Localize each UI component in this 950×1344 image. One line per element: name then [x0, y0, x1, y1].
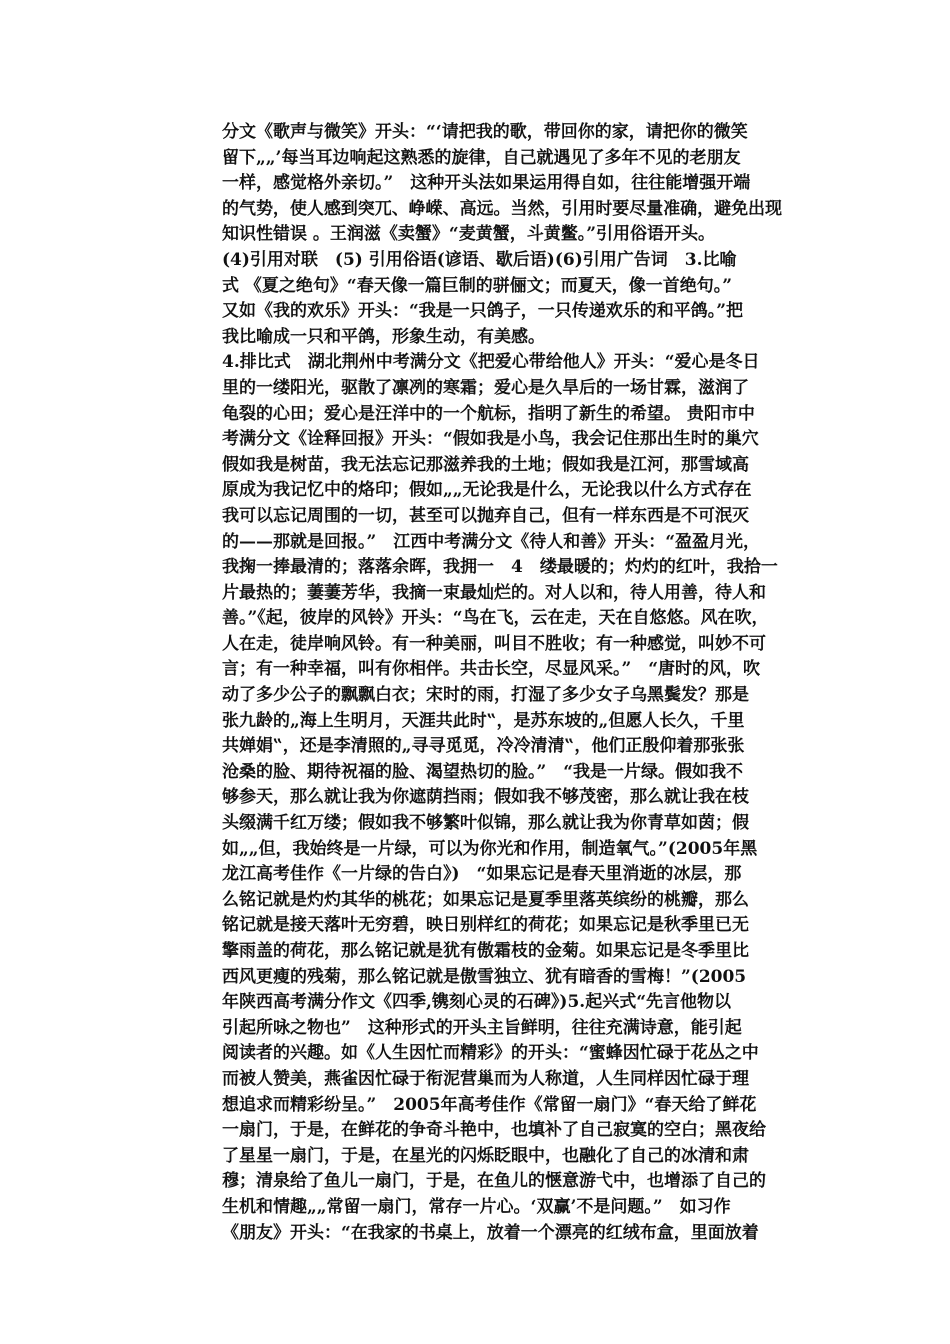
text-line: 想追求而精彩纷呈。” 2005年高考佳作《常留一扇门》“春天给了鲜花: [222, 1094, 757, 1115]
text-line: 头缀满千红万缕；假如我不够繁叶似锦，那么就让我为你青草如茵；假: [222, 813, 749, 834]
text-line: 张九龄的„海上生明月，天涯共此时‟，是苏东坡的„但愿人长久，千里: [222, 710, 745, 731]
text-line: 善。”《起，彼岸的风铃》开头：“鸟在飞，云在走，天在自悠悠。风在吹，: [222, 608, 769, 629]
text-line: 《朋友》开头：“在我家的书桌上，放着一个漂亮的红绒布盒，里面放着: [222, 1222, 759, 1243]
text-line: 一样，感觉格外亲切。” 这种开头法如果运用得自如，往往能增强开端: [222, 173, 751, 194]
text-line: 龟裂的心田；爱心是汪洋中的一个航标，指明了新生的希望。 贵阳市中: [222, 403, 755, 424]
text-line: 动了多少公子的飘飘白衣；宋时的雨，打湿了多少女子乌黑鬓发？那是: [222, 685, 749, 706]
text-line: 里的一缕阳光，驱散了凛冽的寒霜；爱心是久旱后的一场甘霖，滋润了: [222, 377, 749, 398]
text-line: 引起所咏之物也” 这种形式的开头主旨鲜明，往往充满诗意，能引起: [222, 1017, 742, 1038]
text-line: (4)引用对联 (5) 引用俗语(谚语、歇后语)(6)引用广告词 3.比喻: [222, 249, 737, 270]
text-line: 的——那就是回报。” 江西中考满分文《待人和善》开头：“盈盈月光，: [222, 531, 761, 552]
text-line: 而被人赞美，燕雀因忙碌于衔泥营巢而为人称道，人生同样因忙碌于理: [222, 1068, 749, 1089]
text-line: 共婵娟‟，还是李清照的„寻寻觅觅，冷冷清清‟，他们正殷仰着那张张: [222, 736, 745, 757]
text-line: 了星星一扇门，于是，在星光的闪烁眨眼中，也融化了自己的冰清和肃: [222, 1145, 749, 1166]
text-line: 一扇门，于是，在鲜花的争奇斗艳中，也填补了自己寂寞的空白；黑夜给: [222, 1120, 766, 1141]
text-line: 片最热的；萋萋芳华，我摘一束最灿烂的。对人以和，待人用善，待人和: [222, 582, 766, 603]
text-line: 穆；清泉给了鱼儿一扇门，于是，在鱼儿的惬意游弋中，也增添了自己的: [222, 1171, 766, 1192]
text-line: 沧桑的脸、期待祝福的脸、渴望热切的脸。” “我是一片绿。假如我不: [222, 761, 744, 782]
text-line: 原成为我记忆中的烙印；假如„„无论我是什么，无论我以什么方式存在: [222, 480, 752, 501]
text-line: 知识性错误 。王润滋《卖蟹》“麦黄蟹，斗黄鳖。”引用俗语开头。: [222, 224, 715, 245]
text-line: 么铭记就是灼灼其华的桃花；如果忘记是夏季里落英缤纷的桃瓣，那么: [222, 889, 749, 910]
text-line: 假如我是树苗，我无法忘记那滋养我的土地；假如我是江河，那雪域高: [222, 454, 749, 475]
text-line: 龙江高考佳作《一片绿的告白》) “如果忘记是春天里消逝的冰层，那: [222, 864, 742, 885]
text-line: 4.排比式 湖北荆州中考满分文《把爱心带给他人》开头：“爱心是冬日: [222, 352, 760, 373]
text-line: 如„„但，我始终是一片绿，可以为你光和作用，制造氧气。”(2005年黑: [222, 838, 758, 859]
text-line: 我可以忘记周围的一切，甚至可以抛弃自己，但有一样东西是不可泯灭: [222, 505, 749, 526]
text-line: 年陕西高考满分作文《四季,镌刻心灵的石碑》)5.起兴式“先言他物以: [222, 992, 731, 1013]
document-body: [222, 120, 782, 1246]
text-line: 考满分文《诠释回报》开头：“假如我是小鸟，我会记住那出生时的巢穴: [222, 429, 759, 450]
text-line: 擎雨盖的荷花，那么铭记就是犹有傲霜枝的金菊。如果忘记是冬季里比: [222, 941, 749, 961]
text-line: 式 《夏之绝句》“春天像一篇巨制的骈俪文；而夏天，像一首绝句。”: [222, 275, 732, 296]
text-line: 的气势，使人感到突兀、峥嵘、高远。当然，引用时要尽量准确，避免出现: [222, 198, 782, 219]
text-line: 分文《歌声与微笑》开头：“‘请把我的歌，带回你的家，请把你的微笑: [222, 122, 748, 142]
text-line: 言；有一种幸福，叫有你相伴。共击长空，尽显风采。” “唐时的风，吹: [222, 659, 761, 680]
text-line: 铭记就是接天落叶无穷碧，映日别样红的荷花；如果忘记是秋季里已无: [222, 915, 749, 936]
text-line: 阅读者的兴趣。如《人生因忙而精彩》的开头：“蜜蜂因忙碌于花丛之中: [222, 1043, 759, 1064]
text-line: 又如《我的欢乐》开头：“我是一只鸽子，一只传递欢乐的和平鸽。”把: [222, 301, 744, 322]
text-line: 我掬一捧最清的；落落余晖，我拥一 4 缕最暖的；灼灼的红叶，我拾一: [222, 557, 778, 578]
text-line: 人在走，徒岸响风铃。有一种美丽，叫目不胜收；有一种感觉，叫妙不可: [222, 633, 766, 654]
text-line: 我比喻成一只和平鸽，形象生动，有美感。: [222, 326, 545, 347]
text-line: 够参天，那么就让我为你遮荫挡雨；假如我不够茂密，那么就让我在枝: [222, 787, 749, 808]
text-line: 留下„„’每当耳边响起这熟悉的旋律，自己就遇见了多年不见的老朋友: [222, 147, 741, 168]
text-line: 生机和情趣„„常留一扇门，常存一片心。‘双赢’不是问题。” 如习作: [222, 1196, 731, 1217]
text-line: 西风更瘦的残菊，那么铭记就是傲雪独立、犹有暗香的雪梅！”(2005: [222, 966, 747, 987]
